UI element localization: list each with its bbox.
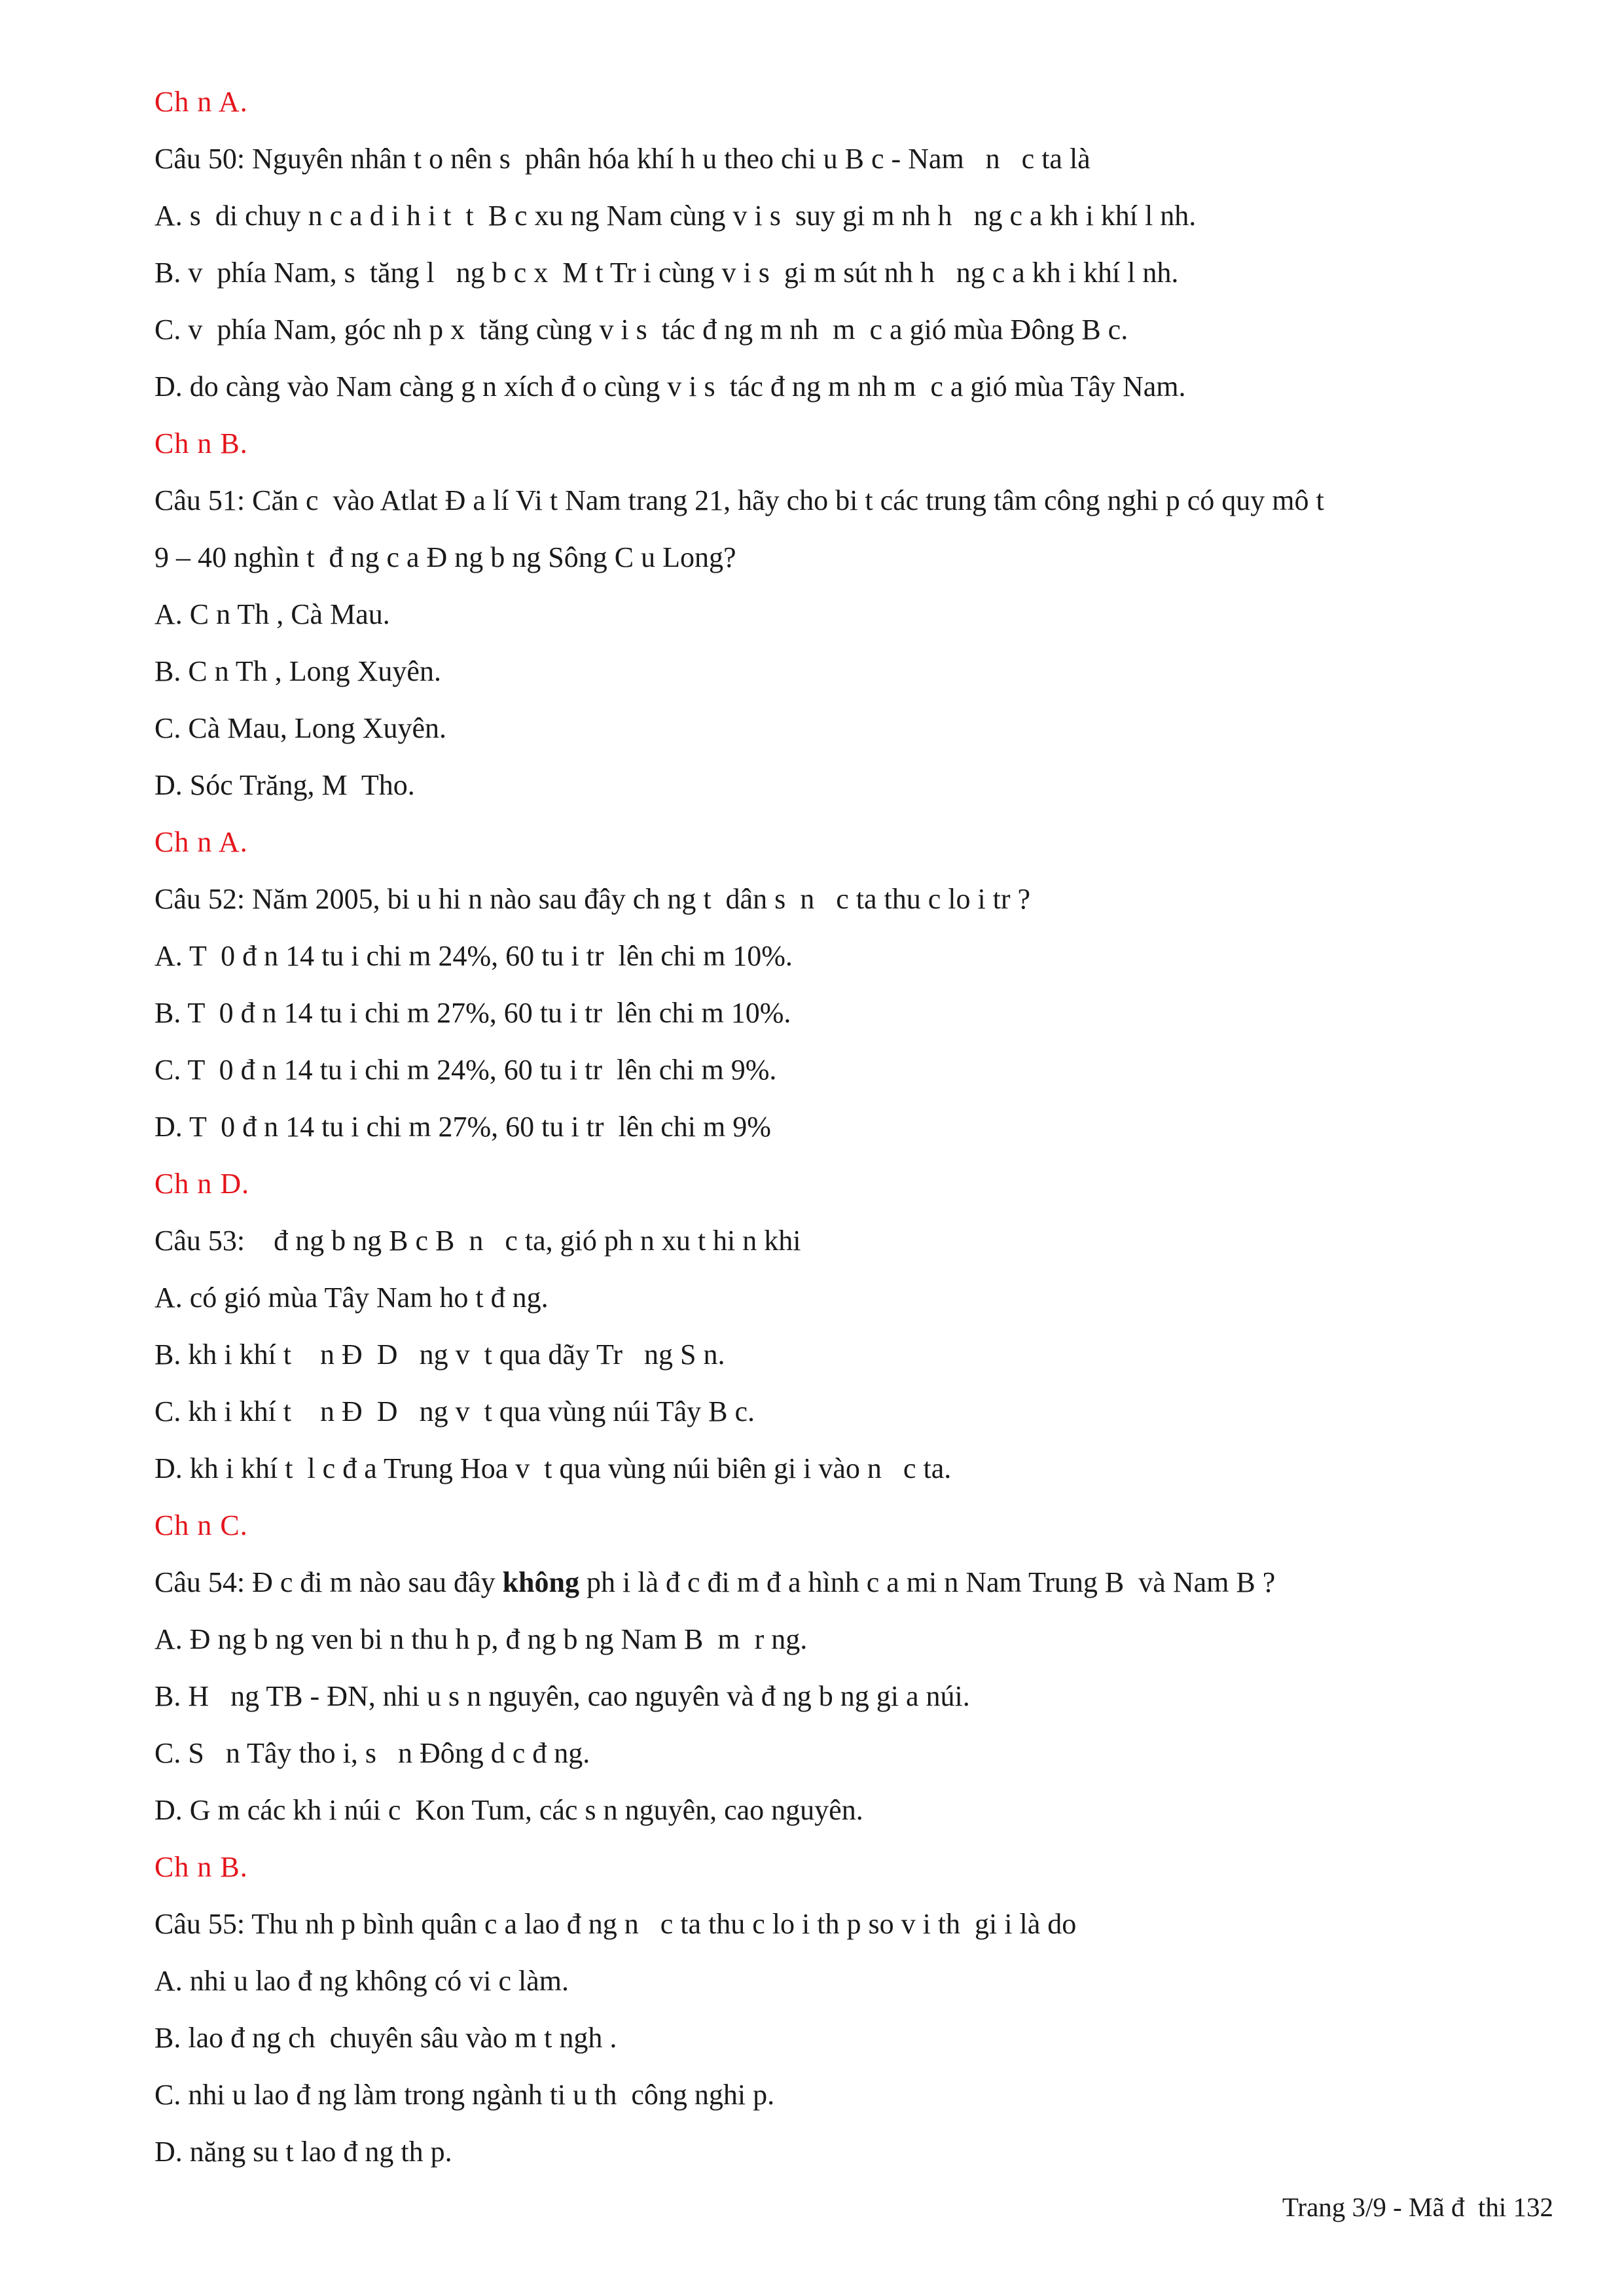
- option-b: B. C n Th , Long Xuyên.: [154, 655, 441, 687]
- option-d: D. G m các kh i núi c Kon Tum, các s n nguyên, cao nguyên.: [154, 1794, 863, 1826]
- option-b: B. v phía Nam, s tăng l ng b c x M t Tr i cùng v i s gi m sút nh h ng c a kh i khí l nh.: [154, 257, 1179, 289]
- question-55: Câu 55: Thu nh p bình quân c a lao đ ng n c ta thu c lo i th p so v i th gi i là do: [154, 1908, 1077, 1940]
- question-54: [154, 1554, 1562, 1611]
- option-c: C. S n Tây tho i, s n Đông d c đ ng.: [154, 1737, 590, 1769]
- question-52: Câu 52: Năm 2005, bi u hi n nào sau đây ch ng t dân s n c ta thu c lo i tr ?: [154, 883, 1031, 915]
- option-b: B. lao đ ng ch chuyên sâu vào m t ngh .: [154, 2022, 617, 2054]
- question-51: Câu 51: Căn c vào Atlat Đ a lí Vi t Nam trang 21, hãy cho bi t các trung tâm công nghi p có quy mô t: [154, 484, 1324, 516]
- option-c: C. kh i khí t n Đ D ng v t qua vùng núi Tây B c.: [154, 1395, 755, 1427]
- option-d: D. năng su t lao đ ng th p.: [154, 2136, 452, 2168]
- question-50: Câu 50: Nguyên nhân t o nên s phân hóa khí h u theo chi u B c - Nam n c ta là: [154, 143, 1091, 175]
- question-53: Câu 53: đ ng b ng B c B n c ta, gió ph n xu t hi n khi: [154, 1225, 801, 1257]
- answer-line: Ch n D.: [154, 1168, 250, 1200]
- page-footer: Trang 3/9 - Mã đ thi 132: [1282, 2192, 1553, 2222]
- answer-line: Ch n B.: [154, 1851, 248, 1883]
- option-a: A. T 0 đ n 14 tu i chi m 24%, 60 tu i tr lên chi m 10%.: [154, 940, 793, 972]
- answer-line: Ch n A.: [154, 826, 248, 858]
- option-c: C. nhi u lao đ ng làm trong ngành ti u th công nghi p.: [154, 2079, 775, 2111]
- exam-content: [154, 73, 1562, 2180]
- answer-line: Ch n B.: [154, 427, 248, 459]
- negation-keyword: không: [502, 1566, 579, 1598]
- option-a: A. nhi u lao đ ng không có vi c làm.: [154, 1965, 569, 1997]
- option-a: A. s di chuy n c a d i h i t t B c xu ng Nam cùng v i s suy gi m nh h ng c a kh i khí l nh.: [154, 200, 1197, 232]
- option-b: B. T 0 đ n 14 tu i chi m 27%, 60 tu i tr lên chi m 10%.: [154, 997, 791, 1029]
- option-d: D. Sóc Trăng, M Tho.: [154, 769, 415, 801]
- answer-line: Ch n A.: [154, 86, 248, 118]
- option-a: A. C n Th , Cà Mau.: [154, 598, 390, 630]
- option-d: D. do càng vào Nam càng g n xích đ o cùng v i s tác đ ng m nh m c a gió mùa Tây Nam.: [154, 370, 1186, 403]
- option-c: C. Cà Mau, Long Xuyên.: [154, 712, 447, 744]
- option-a: A. Đ ng b ng ven bi n thu h p, đ ng b ng Nam B m r ng.: [154, 1623, 808, 1655]
- option-c: C. T 0 đ n 14 tu i chi m 24%, 60 tu i tr lên chi m 9%.: [154, 1054, 777, 1086]
- option-d: D. T 0 đ n 14 tu i chi m 27%, 60 tu i tr lên chi m 9%: [154, 1111, 771, 1143]
- option-b: B. H ng TB - ĐN, nhi u s n nguyên, cao nguyên và đ ng b ng gi a núi.: [154, 1680, 970, 1712]
- option-b: B. kh i khí t n Đ D ng v t qua dãy Tr ng S n.: [154, 1338, 725, 1371]
- answer-line: Ch n C.: [154, 1509, 248, 1541]
- option-d: D. kh i khí t l c đ a Trung Hoa v t qua vùng núi biên gi i vào n c ta.: [154, 1452, 952, 1484]
- question-54-text-end: ph i là đ c đi m đ a hình c a mi n Nam Trung B và Nam B ?: [579, 1566, 1276, 1598]
- question-51-continued: 9 – 40 nghìn t đ ng c a Đ ng b ng Sông C u Long?: [154, 541, 736, 573]
- option-c: C. v phía Nam, góc nh p x tăng cùng v i s tác đ ng m nh m c a gió mùa Đông B c.: [154, 314, 1128, 346]
- question-54-text-start: Câu 54: Đ c đi m nào sau đây: [154, 1566, 503, 1598]
- option-a: A. có gió mùa Tây Nam ho t đ ng.: [154, 1282, 549, 1314]
